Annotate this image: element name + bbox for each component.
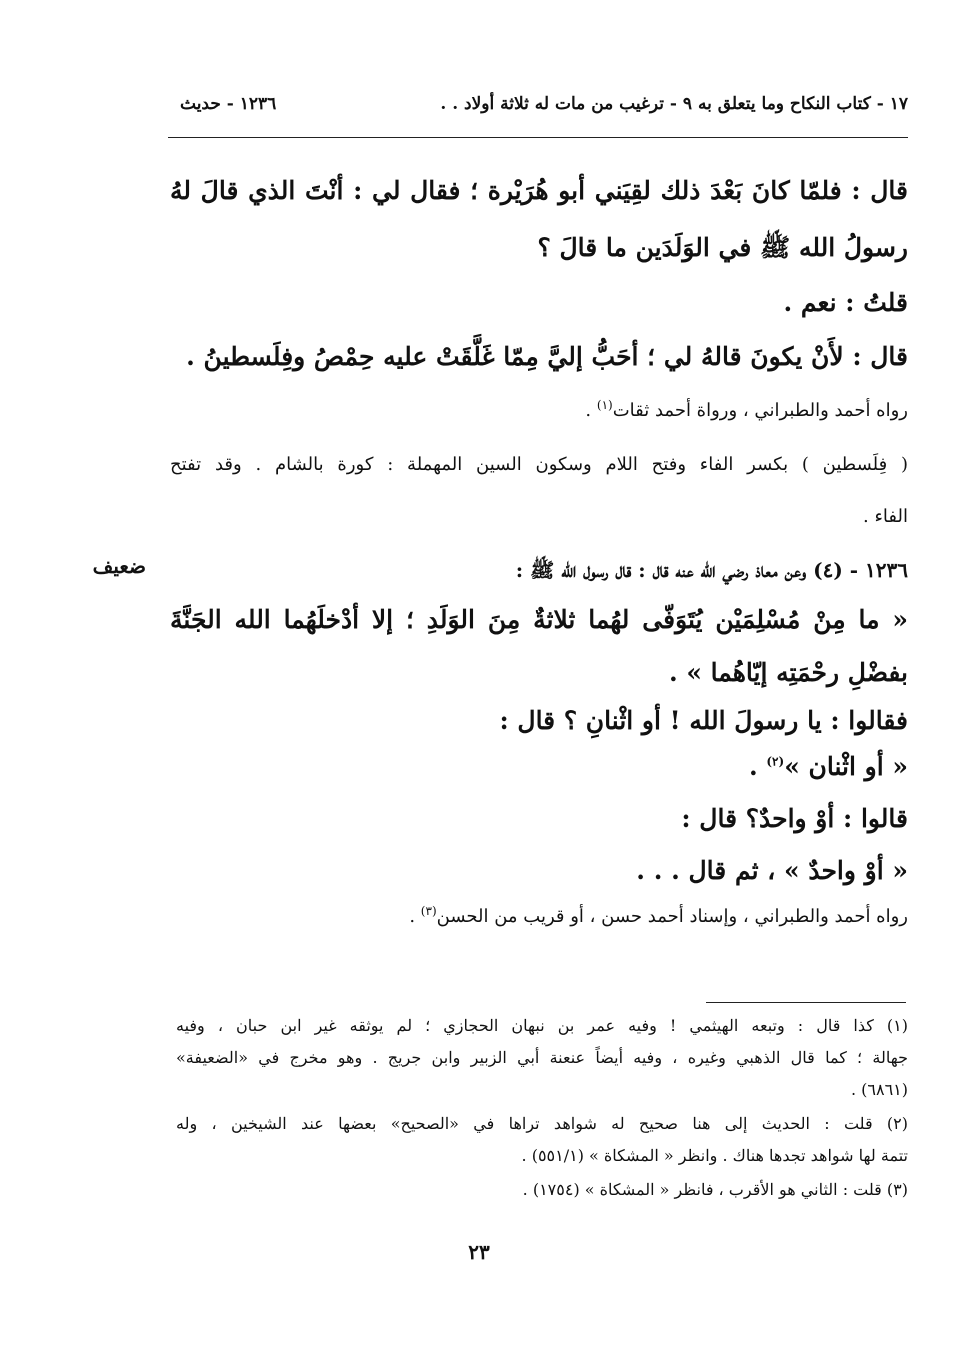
hadith-text-4a: « أو اثْنان » xyxy=(784,752,908,781)
footnote-divider xyxy=(706,1002,906,1003)
hadith-source-text: رواه أحمد والطبراني ، وإسناد أحمد حسن ، أو قريب من الحسن xyxy=(436,906,908,927)
footnote-3-line-1: (٣) قلت : الثاني هو الأقرب ، فانظر « المشكاة » (١٧٥٤) . xyxy=(522,1180,908,1199)
running-header-hadith-number: ١٢٣٦ - حديث xyxy=(180,94,277,114)
prev-hadith-line-1: قال : فلمّا كانَ بَعْدَ ذلك لقِيَني أبو هُرَيْرة ؛ فقال لي : أنْتَ الذي قالَ لهُ xyxy=(170,176,908,205)
hadith-text-line-4 xyxy=(749,752,908,781)
gloss-line-2: الفاء . xyxy=(863,506,908,527)
running-header-title: ١٧ - كتاب النكاح وما يتعلق به ٩ - ترغيب من مات له ثلاثة أولاد . . xyxy=(440,94,908,114)
footnote-ref-2: (٢) xyxy=(766,754,785,769)
footnote-1-line-3: (٦٨٦١) . xyxy=(850,1080,908,1099)
footnote-1-line-2: جهالة ؛ كما قال الذهبي وغيره ، وفيه أيضاً عنعنة أبي الزبير وابن جريج . وهو مخرج في «الضعيفة» xyxy=(176,1048,908,1067)
gloss-line-1: ( فِلَسطين ) بكسر الفاء وفتح اللام وسكون السين المهملة : كورة بالشام . وقد تفتح xyxy=(170,454,908,475)
hadith-source xyxy=(409,906,908,927)
hadith-text-line-5: قالوا : أوْ واحدٌ؟ قال : xyxy=(681,804,908,833)
header-divider xyxy=(168,137,908,138)
footnote-1-line-1: (١) كذا قال : وتبعه الهيثمي ! وفيه عمر بن نبهان الحجازي ؛ لم يوثقه غير ابن حبان ، وفيه xyxy=(176,1016,908,1035)
page-number: ٢٣ xyxy=(468,1240,490,1264)
prev-source-text: رواه أحمد والطبراني ، ورواة أحمد ثقات xyxy=(612,400,908,421)
hadith-intro: ١٢٣٦ - (٤) وعن معاذ رضي الله عنه قال : قال رسول الله ﷺ : xyxy=(515,558,908,582)
hadith-text-line-2: بفضْلِ رحْمَتِه إيّاهُما » . xyxy=(668,658,908,687)
prev-hadith-source xyxy=(585,400,908,421)
hadith-text-line-1: « ما مِنْ مُسْلِمَيْن يُتَوَفّى لهُما ثلاثةٌ مِنَ الوَلَدِ ؛ إلا أدْخلَهُما الله الجَنَّةَ xyxy=(170,605,908,634)
prev-hadith-line-2: رسولُ الله ﷺ في الوَلَدَين ما قالَ ؟ xyxy=(537,233,908,262)
footnote-ref-3: (٣) xyxy=(420,904,437,918)
footnote-2-line-1: (٢) قلت : الحديث إلى هنا صحيح له شواهد تراها في «الصحيح» بعضها عند الشيخين ، وله xyxy=(176,1114,908,1133)
hadith-source-end: . xyxy=(409,906,421,927)
hadith-text-line-6: « أوْ واحدٌ » ، ثم قال . . . xyxy=(636,856,908,885)
hadith-text-line-3: فقالوا : يا رسولَ الله ! أو اثْنانِ ؟ قال : xyxy=(499,706,908,735)
prev-hadith-line-4: قال : لأَنْ يكونَ قالهُ لي ؛ أحَبُّ إليَّ مِمّا غَلَّقَتْ عليه حِمْصُ وفِلَسطينُ . xyxy=(186,342,908,371)
footnote-2-line-2: تتمة لها شواهد تجدها هناك . وانظر « المشكاة » (٥٥١/١) . xyxy=(521,1146,908,1165)
prev-source-end: . xyxy=(585,400,597,421)
hadith-grade: ضعيف xyxy=(92,554,146,578)
footnote-ref-1: (١) xyxy=(596,398,613,412)
prev-hadith-line-3: قلتُ : نعم . xyxy=(783,288,908,317)
hadith-text-4b: . xyxy=(748,752,767,781)
